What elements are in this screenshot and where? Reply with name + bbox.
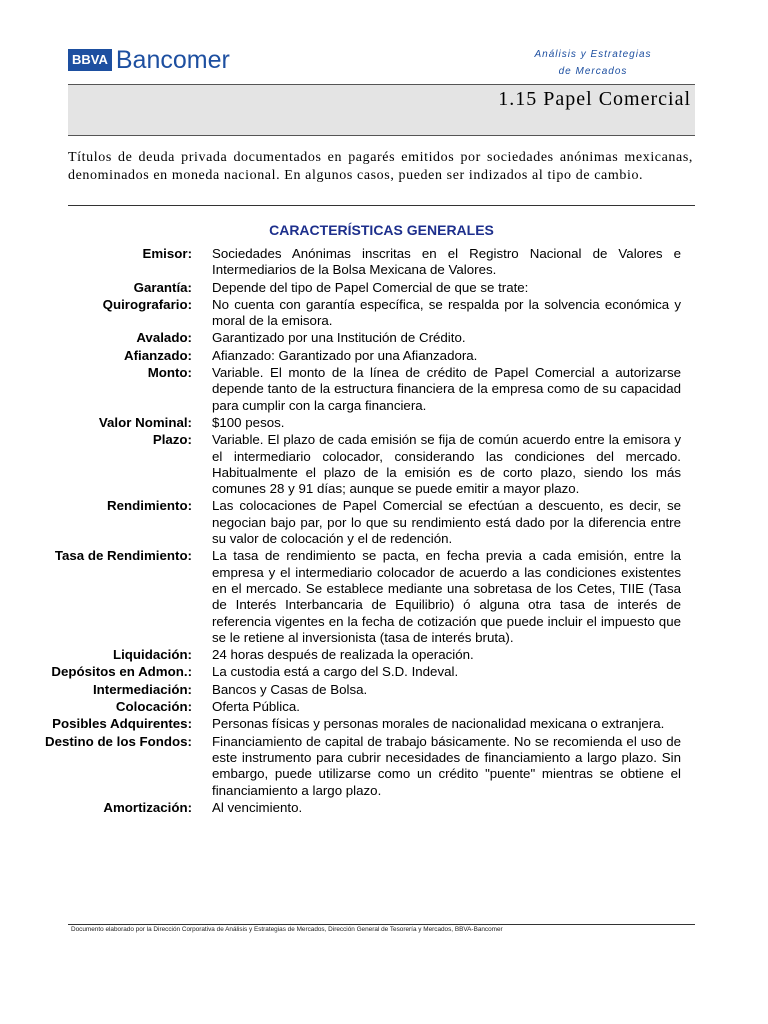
row-value: La custodia está a cargo del S.D. Indeval. [212,664,459,680]
row-label: Rendimiento: [107,498,192,514]
row-plazo [0,432,768,497]
row-value: Financiamiento de capital de trabajo básicamente. No se recomienda el uso de este instrumento para cubrir necesidades de financiamiento a largo plazo. Sin embargo, puede utilizarse como un crédito "puente" mientras se obtiene el financiamiento a largo plazo. [212,733,681,798]
row-label: Colocación: [115,699,192,715]
row-avalado [0,330,768,346]
row-label: Avalado: [136,330,192,346]
row-value: Afianzado: Garantizado por una Afianzadora. [212,347,478,363]
row-value: Variable. El monto de la línea de crédito de Papel Comercial a autorizarse depende tanto de la estructura financiera de la empresa como de su capacidad para cumplir con la carga financiera. [212,365,681,413]
row-label: Amortización: [103,799,192,815]
row-intermediacion [0,682,768,698]
row-value: Variable. El plazo de cada emisión se fija de común acuerdo entre la emisora y el intermediario colocador, considerando las condiciones del mercado. Habitualmente el plazo de la emisión es de corto plazo, siendo los más comunes 28 y 91 días; aunque se puede emitir a mayor plazo. [212,432,681,497]
row-amortizacion [0,800,768,816]
row-destino-de-los-fondos [0,734,768,799]
row-afianzado [0,348,768,364]
row-value: Oferta Pública. [212,699,300,715]
department-line-1: Análisis y Estrategias [534,49,652,60]
row-liquidacion [0,647,768,663]
row-label: Garantía: [133,279,192,295]
row-label: Liquidación: [112,647,192,663]
divider [68,205,695,206]
row-value: Al vencimiento. [212,799,303,815]
row-label: Posibles Adquirentes: [52,716,192,732]
logo-badge: BBVA [68,49,112,71]
footer-divider [68,924,695,925]
row-value: Personas físicas y personas morales de nacionalidad mexicana o extranjera. [212,716,665,732]
row-colocacion [0,699,768,715]
row-label: Emisor: [142,246,192,261]
row-depositos [0,664,768,680]
row-valor-nominal [0,415,768,431]
row-label: Quirografario: [102,296,192,312]
row-quirografario [0,297,768,330]
row-value: Depende del tipo de Papel Comercial de que se trate: [212,279,529,295]
row-emisor [0,246,768,279]
row-value: Bancos y Casas de Bolsa. [212,681,368,697]
department-header [510,46,676,80]
row-label: Plazo: [152,432,192,448]
row-value: No cuenta con garantía específica, se respalda por la solvencia económica y moral de la emisora. [212,296,681,329]
row-monto [0,365,768,414]
row-value: Las colocaciones de Papel Comercial se efectúan a descuento, es decir, se negocian bajo par, por lo que su rendimiento está dado por la diferencia entre su valor de colocación y el de redención. [212,498,681,547]
footer-note: Documento elaborado por la Dirección Corporativa de Análisis y Estrategias de Mercados, Dirección General de Tesorería y Mercados, BBVA-Bancomer [71,926,503,933]
row-value: $100 pesos. [212,414,285,430]
row-value: Sociedades Anónimas inscritas en el Registro Nacional de Valores e Intermediarios de la Bolsa Mexicana de Valores. [212,246,681,278]
logo-wordmark: Bancomer [115,46,230,74]
row-label: Intermediación: [92,681,192,697]
row-label: Tasa de Rendimiento: [54,548,192,564]
bank-logo [68,43,230,77]
row-tasa-de-rendimiento [0,548,768,646]
row-label: Depósitos en Admon.: [51,664,192,680]
page-title: 1.15 Papel Comercial [498,88,691,110]
row-label: Afianzado: [124,347,192,363]
row-rendimiento [0,498,768,547]
row-garantia [0,280,768,296]
department-line-2: de Mercados [558,66,628,77]
characteristics-list [0,246,768,817]
row-label: Valor Nominal: [98,414,192,430]
row-posibles-adquirentes [0,716,768,732]
row-label: Monto: [147,365,192,381]
section-title: CARACTERÍSTICAS GENERALES [269,222,494,238]
row-value: Garantizado por una Institución de Crédito. [212,330,466,346]
row-value: La tasa de rendimiento se pacta, en fecha previa a cada emisión, entre la empresa y el intermediario colocador de acuerdo a las condiciones existentes en el mercado. Se establece mediante una sobretasa de los Cetes, TIIE (Tasa de Interés Interbancaria de Equilibrio) ó alguna otra tasa de interés de referencia vigentes en la fecha de cotización que puede incluir el impuesto que se le retiene al inversionista (tasa de interés bruta). [212,548,681,645]
title-band [68,84,695,136]
intro-paragraph: Títulos de deuda privada documentados en pagarés emitidos por sociedades anónimas mexicanas, denominados en moneda nacional. En algunos casos, pueden ser indizados al tipo de cambio. [68,150,693,183]
row-label: Destino de los Fondos: [44,733,192,749]
row-value: 24 horas después de realizada la operación. [212,647,474,663]
